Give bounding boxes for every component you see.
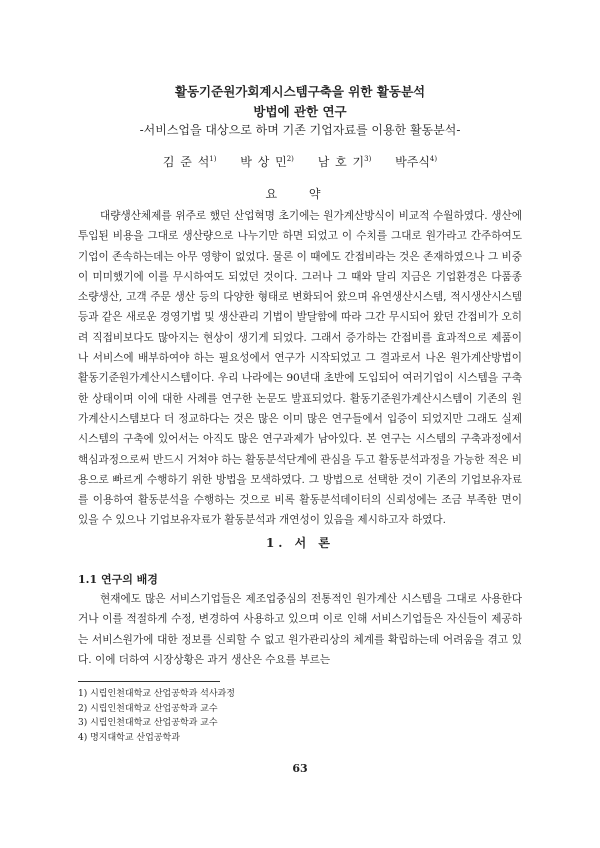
page-number: 63	[292, 762, 308, 775]
footnote-list	[78, 687, 235, 745]
footnote: 1) 시립인천대학교 산업공학과 석사과정	[78, 689, 235, 699]
author: 김 준 석$^{1)}$	[162, 155, 217, 169]
author: 박주식$^{4)}$	[395, 155, 438, 169]
section-heading: 1. 서 론	[265, 536, 335, 550]
footnote: 2) 시립인천대학교 산업공학과 교수	[78, 703, 218, 714]
author-list	[0, 153, 600, 170]
paper-subtitle: -서비스업을 대상으로 하며 기존 기업자료를 이용한 활동분석-	[139, 123, 461, 137]
footnote-divider	[78, 681, 220, 682]
paper-title-line2: 방법에 관한 연구	[253, 104, 347, 119]
paper-title: 활동기준원가회계시스템구축을 위한 활동분석	[174, 84, 426, 99]
author: 남 호 기$^{3)}$	[317, 155, 372, 169]
abstract-heading: 요 약	[265, 187, 335, 201]
subsection-heading: 1.1 연구의 배경	[78, 573, 158, 586]
body-text: 현재에도 많은 서비스기업들은 제조업중심의 전통적인 원가계산 시스템을 그대로 사용한다거나 이를 적절하게 수정, 변경하여 사용하고 있으며 이로 인해 서비스기업들은 자신들이 제공하는 서비스원가에 대한 정보를 신뢰할 수 없고 원가관리상의 체계를 확립하는데 어려움을 겪고 있다. 이에 더하여 시장상황은 과거 생산은 수요를 부르는	[78, 593, 522, 666]
footnote: 3) 시립인천대학교 산업공학과 교수	[78, 718, 218, 728]
abstract-text: 대량생산체제를 위주로 했던 산업혁명 초기에는 원가계산방식이 비교적 수월하였다. 생산에 투입된 비용을 그대로 생산량으로 나누기만 하면 되었고 이 수치를 그대로 원가라고 간주하여도 기업이 존속하는데는 아무 영향이 없었다. 물론 이 때에도 간접비라는 것은 존재하였으나 그 비중이 미미했기에 이를 무시하여도 되었던 것이다. 그러나 그 때와 달리 지금은 기업환경은 다품종 소량생산, 고객 주문 생산 등의 다양한 형태로 변화되어 왔으며 유연생산시스템, 적시생산시스템 등과 같은 새로운 경영기법 및 생산관리 기법이 발달함에 따라 그간 무시되어 왔던 간접비가 오히려 직접비보다도 많아지는 현상이 생기게 되었다. 그래서 증가하는 간접비를 효과적으로 제품이나 서비스에 배부하여야 하는 필요성에서 연구가 시작되었고 그 결과로서 나온 원가계산방법이 활동기준원가계산시스템이다. 우리 나라에는 90년대 초반에 도입되어 여러기업이 시스템을 구축한 상태이며 이에 대한 사례를 연구한 논문도 발표되었다. 활동기준원가계산시스템이 기존의 원가계산시스템보다 더 정교하다는 것은 많은 이미 많은 연구들에서 입증이 되었지만 그래도 실제 시스템의 구축에 있어서는 아직도 많은 연구과제가 남아있다. 본 연구는 시스템의 구축과정에서 핵심과정으로써 반드시 거쳐야 하는 활동분석단계에 관심을 두고 활동분석과정을 가능한 적은 비용으로 빠르게 수행하기 위한 방법을 모색하였다. 그 방법으로 선택한 것이 기존의 기업보유자료를 이용하여 활동분석을 수행하는 것으로 비록 활동분석데이터의 신뢰성에는 조금 부족한 면이 있을 수 있으나 기업보유자료가 활동분석과 개연성이 있음을 제시하고자 하였다.	[78, 210, 522, 527]
author: 박 상 민$^{2)}$	[240, 155, 294, 169]
footnote: 4) 명지대학교 산업공학과	[78, 732, 180, 743]
